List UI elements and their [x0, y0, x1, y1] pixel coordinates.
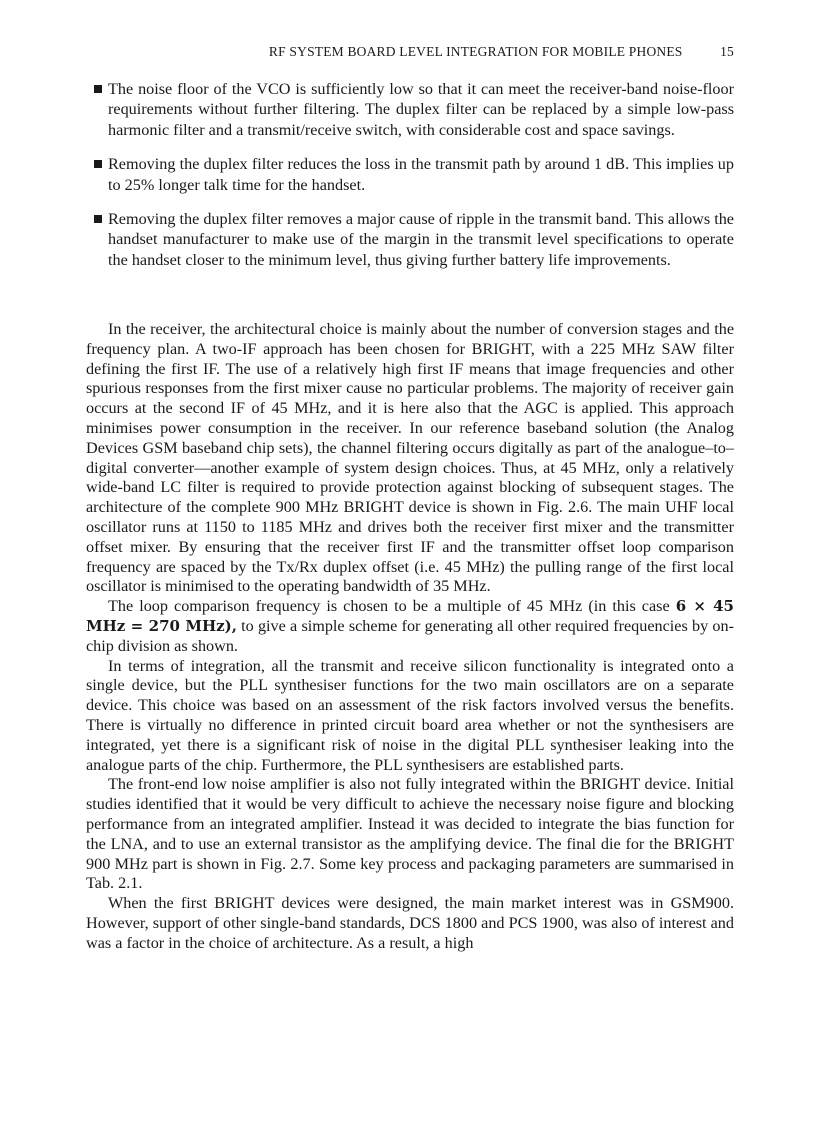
body-text	[86, 320, 734, 954]
bullet-item	[86, 154, 734, 195]
bullet-item	[86, 79, 734, 140]
paragraph-text: to give a simple scheme for generating all other required frequencies by on-chip division as shown.	[86, 616, 734, 655]
bullet-text: The noise floor of the VCO is sufficiently low so that it can meet the receiver-band noise-floor requirements without further filtering. The duplex filter can be replaced by a simple low-pass harmonic filter and a transmit/receive switch, with considerable cost and space savings.	[108, 80, 734, 139]
paragraph-integration: In terms of integration, all the transmit and receive silicon functionality is integrated onto a single device, but the PLL synthesiser functions for the two main oscillators are on a separate device. This choice was based on an assessment of the risk factors involved versus the benefits. There is virtually no difference in printed circuit board area whether or not the synthesisers are integrated, yet there is a significant risk of noise in the digital PLL synthesiser leaking into the analogue parts of the chip. Furthermore, the PLL synthesisers are established parts.	[86, 656, 734, 774]
running-header	[86, 44, 734, 60]
running-head-title: RF SYSTEM BOARD LEVEL INTEGRATION FOR MOBILE PHONES	[268, 44, 683, 59]
square-bullet-icon	[94, 215, 102, 223]
page-number: 15	[720, 44, 734, 59]
square-bullet-icon	[94, 160, 102, 168]
bullet-text: Removing the duplex filter reduces the loss in the transmit path by around 1 dB. This implies up to 25% longer talk time for the handset.	[108, 155, 734, 194]
bullet-text: Removing the duplex filter removes a major cause of ripple in the transmit band. This allows the handset manufacturer to make use of the margin in the transmit level specifications to operate the handset closer to the minimum level, thus giving further battery life improvements.	[108, 210, 734, 269]
paragraph-loop-comparison	[86, 597, 734, 656]
bullet-item	[86, 209, 734, 270]
equation: 6 × 45 MHz = 270 MHz),	[86, 597, 734, 635]
bullet-list	[86, 79, 734, 284]
paragraph-front-end-lna: The front-end low noise amplifier is also not fully integrated within the BRIGHT device. Initial studies identified that it would be very difficult to achieve the necessary noise figure and blocking performance from an integrated amplifier. Instead it was decided to integrate the bias function for the LNA, and to use an external transistor as the amplifying device. The final die for the BRIGHT 900 MHz part is shown in Fig. 2.7. Some key process and packaging parameters are summarised in Tab. 2.1.	[86, 775, 734, 893]
paragraph-receiver-architecture: In the receiver, the architectural choice is mainly about the number of conversion stages and the frequency plan. A two-IF approach has been chosen for BRIGHT, with a 225 MHz SAW filter defining the first IF. The use of a relatively high first IF means that image frequencies and other spurious responses from the first mixer cause no particular problems. The majority of receiver gain occurs at the second IF of 45 MHz, and it is here also that the AGC is applied. This approach minimises power consumption in the receiver. In our reference baseband solution (the Analog Devices GSM baseband chip sets), the channel filtering occurs digitally as part of the analogue–to–digital converter—another example of system design choices. Thus, at 45 MHz, only a relatively wide-band LC filter is required to provide protection against blocking of subsequent stages. The architecture of the complete 900 MHz BRIGHT device is shown in Fig. 2.6. The main UHF local oscillator runs at 1150 to 1185 MHz and drives both the receiver first mixer and the transmitter offset mixer. By ensuring that the receiver first IF and the transmitter offset loop comparison frequency are spaced by the Tx/Rx duplex offset (i.e. 45 MHz) the pulling range of the first local oscillator is minimised to the operating bandwidth of 35 MHz.	[86, 320, 734, 596]
paragraph-market-interest: When the first BRIGHT devices were designed, the main market interest was in GSM900. However, support of other single-band standards, DCS 1800 and PCS 1900, was also of interest and was a factor in the choice of architecture. As a result, a high	[86, 894, 734, 952]
paragraph-text: The loop comparison frequency is chosen to be a multiple of 45 MHz (in this case	[108, 597, 676, 616]
square-bullet-icon	[94, 85, 102, 93]
